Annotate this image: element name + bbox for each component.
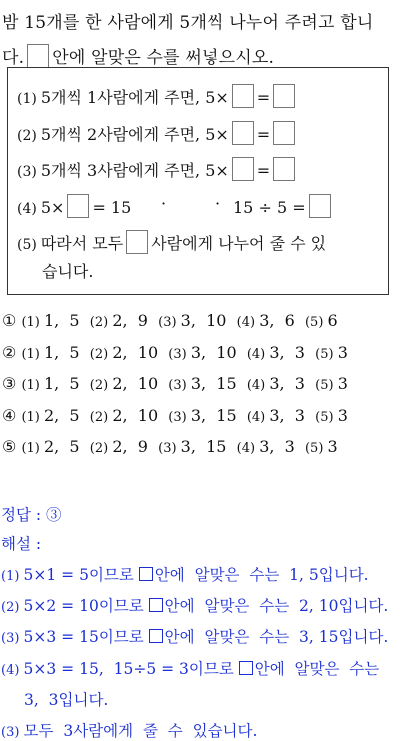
explanation-line xyxy=(1,594,388,616)
choice-sub-value: 2, 9 xyxy=(112,437,159,456)
choice-sub-number: (2) xyxy=(89,315,113,330)
choice-sub-number: (3) xyxy=(158,441,181,456)
blank-box xyxy=(232,84,254,108)
choice-mark: ④ xyxy=(2,405,22,425)
explanation-line xyxy=(1,563,369,585)
choice-sub-number: (4) xyxy=(236,441,260,456)
choice-sub-value: 3, 10 xyxy=(180,311,237,330)
explanation-number: (4) xyxy=(1,663,24,678)
choice-sub-value: 3, 3 xyxy=(269,342,316,362)
choice-option[interactable] xyxy=(2,374,358,393)
choice-sub-number: (2) xyxy=(89,441,113,456)
blank-box-icon xyxy=(139,567,153,581)
choice-sub-number: (5) xyxy=(315,346,338,362)
choice-sub-number: (1) xyxy=(21,409,44,425)
choice-sub-number: (5) xyxy=(304,441,328,456)
conditions-box xyxy=(7,67,389,295)
choice-sub-value: 2, 10 xyxy=(112,405,169,425)
choice-sub-number: (2) xyxy=(89,378,113,393)
choice-sub-value: 3, 3 xyxy=(269,374,316,393)
blank-box xyxy=(309,194,331,218)
condition-5-continued: 습니다. xyxy=(42,262,94,281)
choice-sub-number: (4) xyxy=(246,409,270,425)
explanation-text: 5×2 = 10이므로 xyxy=(23,597,149,615)
question-text xyxy=(2,6,398,76)
choice-sub-number: (1) xyxy=(21,315,44,330)
question-line-1: 밤 15개를 한 사람에게 5개씩 나누어 주려고 합니 xyxy=(2,13,374,33)
blank-box xyxy=(232,157,254,181)
blank-box xyxy=(67,194,89,218)
choice-sub-number: (3) xyxy=(168,409,191,425)
choice-sub-value: 2, 5 xyxy=(43,405,90,425)
choice-sub-value: 3, 6 xyxy=(259,311,305,330)
choice-sub-value: 3, 3 xyxy=(259,437,305,456)
choice-sub-value: 3, 15 xyxy=(180,437,237,456)
explanation-text: 5×1 = 5이므로 xyxy=(23,566,139,584)
blank-box xyxy=(273,121,295,145)
explanation-line xyxy=(1,657,379,679)
explanation-text: 안에 알맞은 수는 xyxy=(254,660,380,678)
blank-box xyxy=(273,84,295,108)
question-line-2-start: 다. xyxy=(2,48,25,68)
choice-sub-value: 3, 15 xyxy=(190,374,247,393)
choice-mark: ② xyxy=(2,342,22,362)
explanation-text: 5×3 = 15이므로 xyxy=(23,628,149,646)
condition-4-right: 15 ÷ 5 = xyxy=(233,194,334,220)
choice-sub-value: 6 xyxy=(327,311,348,330)
choice-sub-value: 2, 5 xyxy=(43,437,90,456)
choice-sub-number: (1) xyxy=(21,346,44,362)
choice-sub-number: (2) xyxy=(89,409,113,425)
condition-3: (3) 5개씩 3사람에게 주면, 5× = xyxy=(17,157,298,184)
choice-mark: ① xyxy=(2,311,22,330)
choice-sub-value: 2, 10 xyxy=(112,342,169,362)
choice-sub-number: (5) xyxy=(304,315,328,330)
choice-sub-value: 2, 9 xyxy=(112,311,159,330)
connect-dot-left: · xyxy=(161,194,167,213)
choice-sub-number: (2) xyxy=(89,346,113,362)
choice-sub-number: (3) xyxy=(158,315,181,330)
choice-sub-value: 3 xyxy=(327,437,348,456)
condition-4: (4) 5× = 15 xyxy=(17,194,131,221)
choice-option[interactable] xyxy=(2,406,358,425)
choice-sub-value: 3 xyxy=(337,405,359,425)
choice-option[interactable] xyxy=(2,343,358,362)
choice-sub-value: 3 xyxy=(337,342,359,362)
blank-box-icon xyxy=(149,629,163,643)
choice-sub-number: (5) xyxy=(315,378,338,393)
choice-sub-value: 3 xyxy=(337,374,359,393)
choice-sub-number: (3) xyxy=(168,346,191,362)
choice-sub-value: 3, 15 xyxy=(190,405,247,425)
explanation-text: 모두 3사람에게 줄 수 있습니다. xyxy=(23,722,263,740)
explanation-text: 안에 알맞은 수는 2, 10입니다. xyxy=(164,597,389,615)
choice-sub-number: (3) xyxy=(168,378,191,393)
explanation-text: 안에 알맞은 수는 1, 5입니다. xyxy=(154,566,369,584)
explanation-number: (3) xyxy=(1,631,24,646)
explanation-number: (3) xyxy=(1,725,24,740)
choice-mark: ⑤ xyxy=(2,437,22,456)
choice-sub-value: 1, 5 xyxy=(43,342,90,362)
choice-mark: ③ xyxy=(2,374,22,393)
choice-sub-value: 1, 5 xyxy=(43,374,90,393)
blank-box-icon xyxy=(149,598,163,612)
condition-1: (1) 5개씩 1사람에게 주면, 5× = xyxy=(17,84,298,111)
explanation-number: (1) xyxy=(1,569,24,584)
condition-5: (5) 따라서 모두 사람에게 나누어 줄 수 있 xyxy=(17,230,326,257)
choice-sub-number: (5) xyxy=(315,409,338,425)
choice-sub-value: 3, 3 xyxy=(269,405,316,425)
condition-2: (2) 5개씩 2사람에게 주면, 5× = xyxy=(17,121,298,148)
choice-option[interactable] xyxy=(2,311,348,330)
blank-box-icon xyxy=(239,661,253,675)
choice-sub-value: 3, 10 xyxy=(190,342,247,362)
explanation-line xyxy=(1,719,262,741)
choice-sub-value: 1, 5 xyxy=(43,311,90,330)
choice-sub-number: (1) xyxy=(21,441,44,456)
connect-dot-right: · xyxy=(215,194,221,213)
blank-box xyxy=(273,157,295,181)
question-line-2-end: 안에 알맞은 수를 써넣으시오. xyxy=(52,48,275,68)
choice-option[interactable] xyxy=(2,437,348,456)
blank-box xyxy=(126,230,148,254)
explanation-title: 해설 : xyxy=(1,535,42,553)
choice-sub-number: (4) xyxy=(236,315,260,330)
explanation-number: (2) xyxy=(1,600,24,615)
explanation-text: 5×3 = 15, 15÷5 = 3이므로 xyxy=(23,660,239,678)
explanation-line xyxy=(24,688,113,710)
explanation-line xyxy=(1,625,388,647)
answer-label: 정답 : ③ xyxy=(1,506,62,524)
choice-sub-number: (4) xyxy=(246,378,270,393)
blank-box xyxy=(232,121,254,145)
choice-sub-number: (1) xyxy=(21,378,44,393)
blank-box xyxy=(27,44,49,68)
choice-sub-value: 2, 10 xyxy=(112,374,169,393)
explanation-text: 3, 3입니다. xyxy=(24,691,114,709)
choice-sub-number: (4) xyxy=(246,346,270,362)
explanation-text: 안에 알맞은 수는 3, 15입니다. xyxy=(164,628,389,646)
